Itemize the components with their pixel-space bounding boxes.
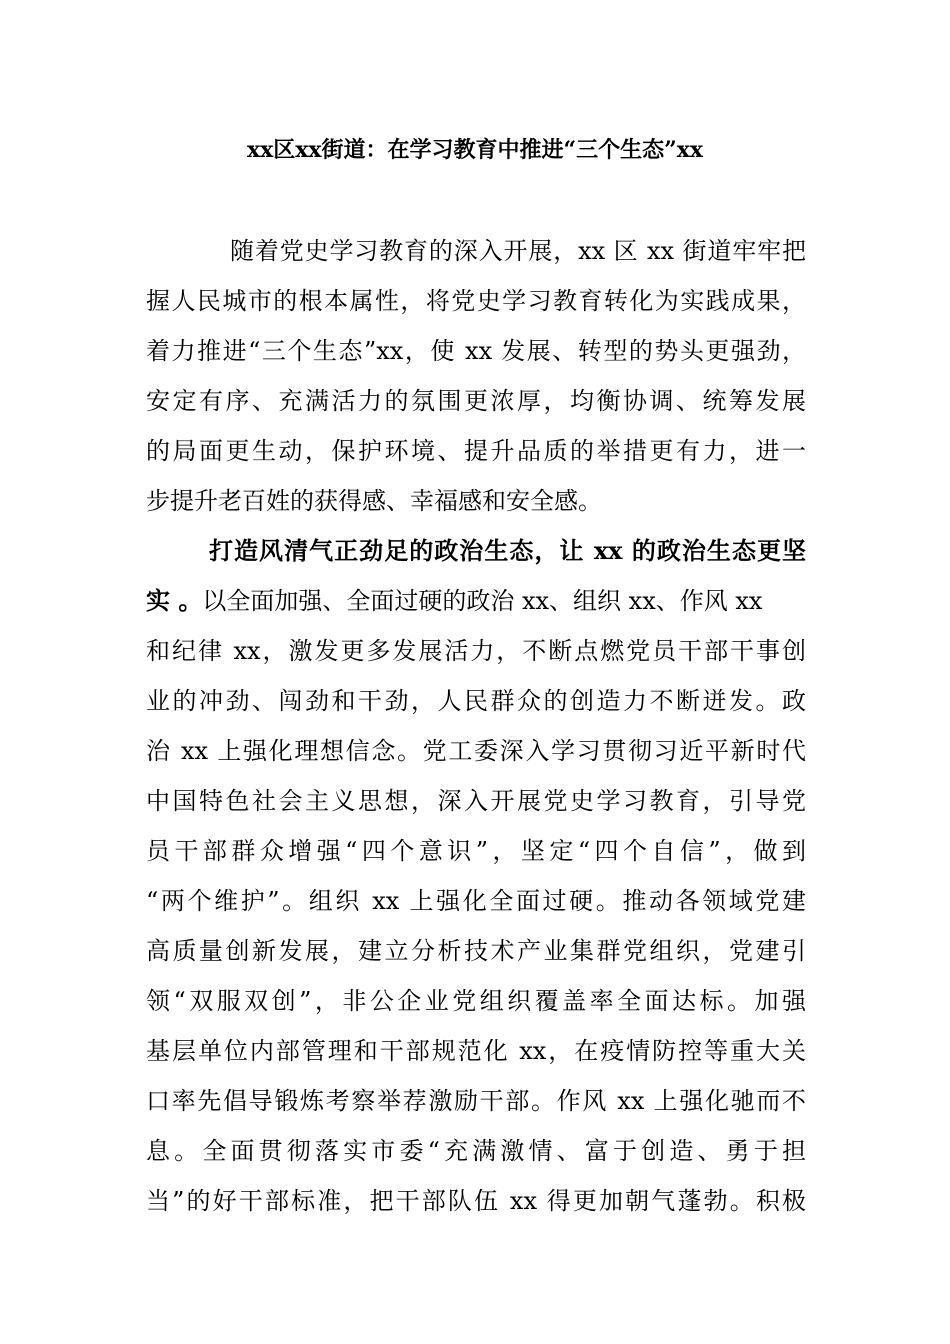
paragraph-line: 息。全面贯彻落实市委“充满激情、富于创造、勇于担 (146, 1137, 806, 1165)
paragraph-line: 当”的好干部标准，把干部队伍 xx 得更加朝气蓬勃。积极 (146, 1187, 806, 1215)
paragraph-line: 治 xx 上强化理想信念。党工委深入学习贯彻习近平新时代 (146, 737, 806, 765)
paragraph-line: 和纪律 xx，激发更多发展活力，不断点燃党员干部干事创 (146, 637, 806, 665)
paragraph-line: 握人民城市的根本属性，将党史学习教育转化为实践成果， (146, 287, 806, 315)
paragraph-line: 领“双服双创”，非公企业党组织覆盖率全面达标。加强 (146, 987, 806, 1015)
paragraph-text: 以全面加强、全面过硬的政治 xx、组织 xx、作风 xx (202, 587, 763, 615)
paragraph-line: 的局面更生动，保护环境、提升品质的举措更有力，进一 (146, 437, 806, 465)
section-heading: 打造风清气正劲足的政治生态，让 xx 的政治生态更坚 (209, 536, 806, 565)
paragraph-line: 步提升老百姓的获得感、幸福感和安全感。 (146, 487, 602, 515)
document-title: xx区xx街道：在学习教育中推进“三个生态”xx (246, 137, 703, 163)
paragraph-line: 安定有序、充满活力的氛围更浓厚，均衡协调、统筹发展 (146, 387, 806, 415)
paragraph-line: 业的冲劲、闯劲和干劲，人民群众的创造力不断迸发。政 (146, 687, 806, 715)
paragraph-line: 中国特色社会主义思想，深入开展党史学习教育，引导党 (146, 787, 806, 815)
paragraph-line: 员干部群众增强“四个意识”，坚定“四个自信”，做到 (146, 837, 806, 865)
paragraph-line: “两个维护”。组织 xx 上强化全面过硬。推动各领域党建 (146, 887, 806, 915)
paragraph-line: 高质量创新发展，建立分析技术产业集群党组织，党建引 (146, 937, 806, 965)
paragraph-line: 随着党史学习教育的深入开展，xx 区 xx 街道牢牢把 (230, 237, 806, 265)
section-heading-end: 实 。 (146, 586, 203, 615)
paragraph-line: 基层单位内部管理和干部规范化 xx，在疫情防控等重大关 (146, 1037, 806, 1065)
paragraph-line: 着力推进“三个生态”xx，使 xx 发展、转型的势头更强劲， (146, 337, 806, 365)
paragraph-line: 口率先倡导锻炼考察举荐激励干部。作风 xx 上强化驰而不 (146, 1087, 806, 1115)
paragraph-line (146, 581, 806, 621)
